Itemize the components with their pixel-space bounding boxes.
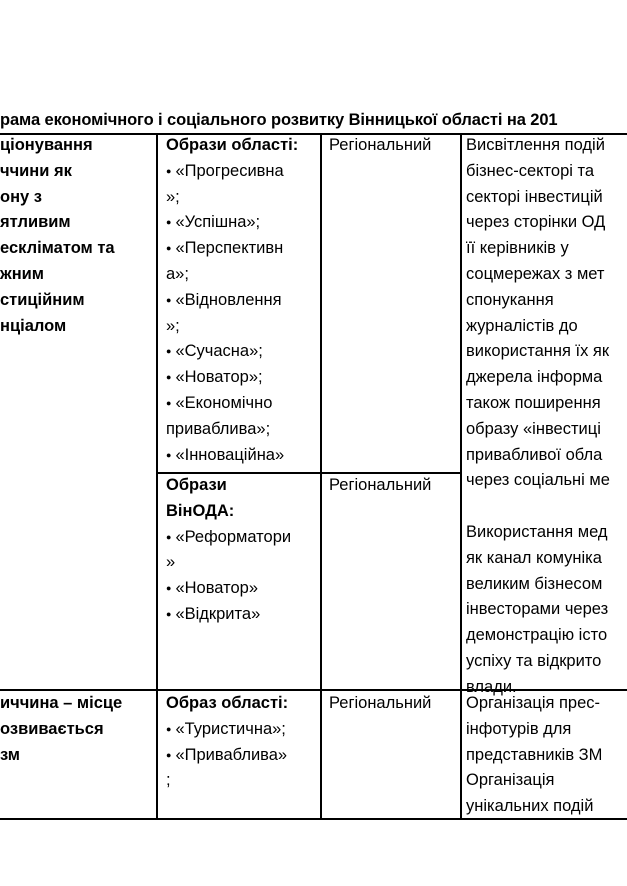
level-cell-3 xyxy=(329,691,457,717)
text-line: бізнес-секторі та xyxy=(466,161,595,180)
table-column-border-3 xyxy=(460,133,462,820)
level-text: Регіональний xyxy=(329,694,432,712)
level-text: Регіональний xyxy=(329,136,432,154)
bullet-continuation: »; xyxy=(166,316,180,335)
text-line: нціалом xyxy=(0,316,67,335)
bullet-item: ● «Сучасна»; xyxy=(166,339,318,365)
text-line: Організація xyxy=(466,771,555,790)
images-heading: Образи області: xyxy=(166,136,299,154)
level-cell-1 xyxy=(329,133,457,159)
bullet-item: ● «Відновлення xyxy=(166,288,318,314)
bullet-item: ● «Новатор»; xyxy=(166,365,318,391)
bullet-item: ● «Приваблива» xyxy=(166,743,318,769)
text-line: спонукання xyxy=(466,290,554,309)
bullet-continuation: »; xyxy=(166,187,180,206)
text-line xyxy=(466,494,627,520)
text-line: ону з xyxy=(0,187,43,206)
images-cell-region xyxy=(166,133,318,468)
level-cell-2 xyxy=(329,473,457,499)
text-line: успіху та відкрито xyxy=(466,651,602,670)
bullet-item: ● «Відкрита» xyxy=(166,602,318,628)
bullet-continuation: а»; xyxy=(166,264,189,283)
text-line: демонстрацію істо xyxy=(466,626,608,645)
text-line: представників ЗМ xyxy=(466,745,603,764)
text-line: унікальних подій xyxy=(466,797,594,816)
text-line: соцмережах з мет xyxy=(466,264,605,283)
document-title: рама економічного і соціального розвитку Вінницької області на 201 xyxy=(0,111,558,129)
bullet-item: ● «Економічно xyxy=(166,391,318,417)
table-column-border-2 xyxy=(320,133,322,820)
text-line: привабливої обла xyxy=(466,445,603,464)
bullet-item: ● «Успішна»; xyxy=(166,210,318,236)
table-column-border-1 xyxy=(156,133,158,820)
goal-cell-1 xyxy=(0,133,156,339)
text-line: через сторінки ОД xyxy=(466,213,606,232)
text-line: ескліматом та xyxy=(0,239,115,258)
text-line: джерела інформа xyxy=(466,368,603,387)
text-line: інвесторами через xyxy=(466,600,609,619)
bullet-item: ● «Новатор» xyxy=(166,576,318,602)
text-line: иччина – місце xyxy=(0,694,123,712)
text-line: через соціальні ме xyxy=(466,471,610,490)
text-line: влади. xyxy=(466,677,517,696)
level-text: Регіональний xyxy=(329,476,432,494)
text-line: озвивається xyxy=(0,719,104,738)
text-line: стиційним xyxy=(0,290,85,309)
goal-cell-2 xyxy=(0,691,156,768)
bullet-item: ● «Реформатори xyxy=(166,525,318,551)
text-line: також поширення xyxy=(466,393,601,412)
text-line: секторі інвестицій xyxy=(466,187,603,206)
text-line: ччини як xyxy=(0,161,72,180)
text-line: великим бізнесом xyxy=(466,574,603,593)
text-line: інфотурів для xyxy=(466,719,572,738)
bullet-item: ● «Перспективн xyxy=(166,236,318,262)
images-admin-list xyxy=(166,525,318,628)
text-line: журналістів до xyxy=(466,316,578,335)
text-line: ятливим xyxy=(0,213,71,232)
bullet-continuation: ; xyxy=(166,771,171,790)
text-line: як канал комуніка xyxy=(466,548,602,567)
bullet-continuation: приваблива»; xyxy=(166,419,271,438)
bullet-continuation: » xyxy=(166,553,176,572)
images-list xyxy=(166,159,318,469)
text-line: ціонування xyxy=(0,136,93,154)
text-line: образу «інвестиці xyxy=(466,419,601,438)
text-line: Організація прес- xyxy=(466,694,601,712)
text-line: Використання мед xyxy=(466,522,608,541)
images-cell-tourism xyxy=(166,691,318,794)
text-line: жним xyxy=(0,264,45,283)
images-cell-admin xyxy=(166,473,318,628)
text-line: її керівників у xyxy=(466,239,569,258)
images-list xyxy=(166,717,318,794)
images-admin-heading xyxy=(166,473,318,525)
images-heading: Образ області: xyxy=(166,694,289,712)
text-line: ВінОДА: xyxy=(166,501,235,520)
actions-cell-2 xyxy=(466,691,627,820)
bullet-item: ● «Туристична»; xyxy=(166,717,318,743)
actions-cell-1 xyxy=(466,133,627,701)
bullet-item: ● «Прогресивна xyxy=(166,159,318,185)
text-line: використання їх як xyxy=(466,342,610,361)
text-line: зм xyxy=(0,745,20,764)
text-line: Образи xyxy=(166,476,227,494)
bullet-item: ● «Інноваційна» xyxy=(166,443,318,469)
text-line: Висвітлення подій xyxy=(466,136,605,154)
